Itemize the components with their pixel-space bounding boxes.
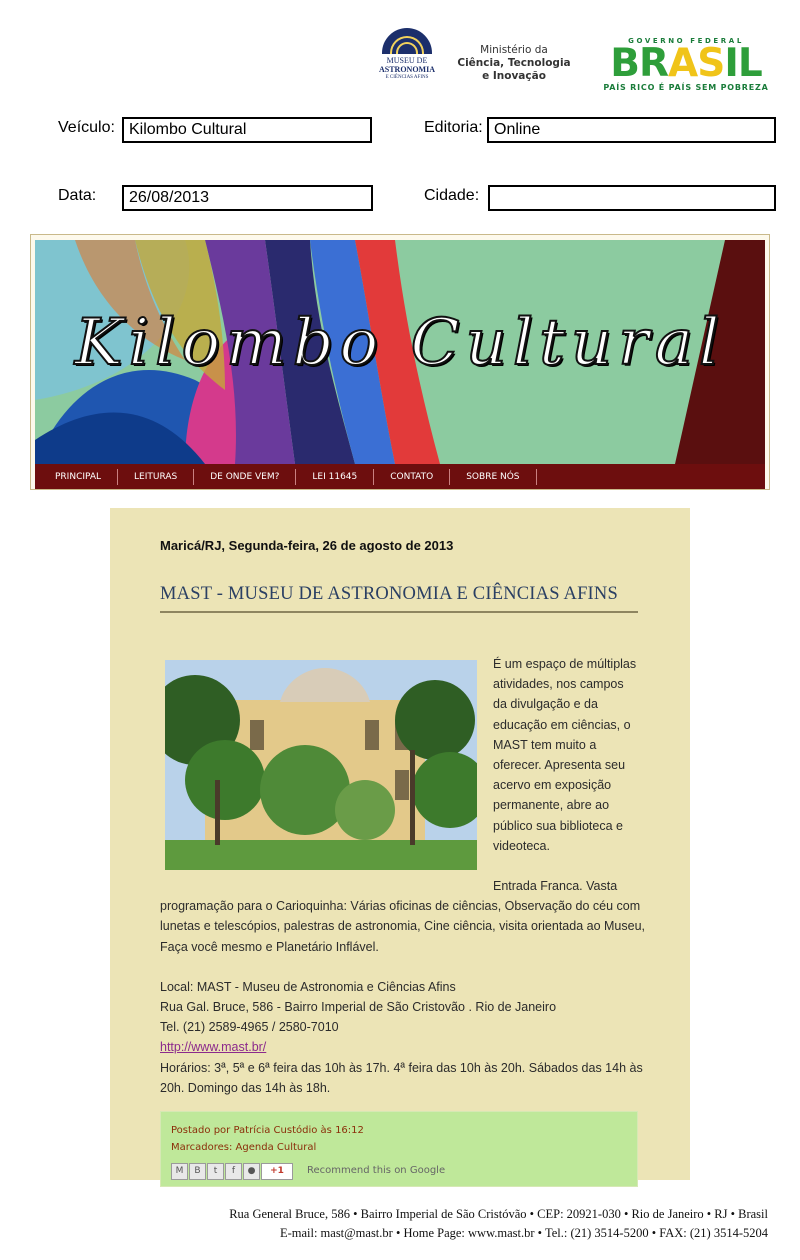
museu-logo-line3: E CIÊNCIAS AFINS	[385, 75, 429, 80]
brasil-wordmark: BRASIL	[610, 41, 762, 86]
museu-astronomia-logo	[376, 28, 438, 88]
facebook-share-icon[interactable]: f	[225, 1163, 242, 1180]
editoria-field[interactable]: Online	[487, 117, 776, 143]
gov-slogan: PAÍS RICO É PAÍS SEM POBREZA	[603, 83, 769, 92]
posted-by[interactable]: Postado por Patrícia Custódio às 16:12	[171, 1125, 364, 1136]
twitter-share-icon[interactable]: t	[207, 1163, 224, 1180]
observatory-dome-icon	[382, 28, 432, 54]
banner-artwork	[35, 240, 765, 464]
footer-address: Rua General Bruce, 586 • Bairro Imperial de São Cristóvão • CEP: 20921-030 • Rio de Janeiro • RJ • Brasil	[229, 1207, 768, 1221]
museu-logo-line1: MUSEU DE	[386, 56, 428, 65]
phone-line: Tel. (21) 2589-4965 / 2580-7010	[160, 1020, 339, 1035]
museum-building-image	[165, 660, 477, 870]
gov-top-text: GOVERNO FEDERAL	[628, 37, 744, 45]
page-footer	[60, 1205, 768, 1243]
editoria-label: Editoria:	[424, 119, 483, 136]
nav-item-de-onde-vem[interactable]: DE ONDE VEM?	[194, 469, 296, 485]
entrada-paragraph: Entrada Franca. Vasta programação para o Carioquinha: Várias oficinas de ciências, Observação do céu com lunetas e telescópios, palestras de astronomia, Cine ciência, visita orientada ao Museu, Faça você mesmo e Planetário Inflável.	[160, 879, 645, 954]
nav-item-contato[interactable]: CONTATO	[374, 469, 450, 485]
address-line: Rua Gal. Bruce, 586 - Bairro Imperial de São Cristovão . Rio de Janeiro	[160, 1000, 557, 1015]
post-date: Maricá/RJ, Segunda-feira, 26 de agosto de 2013	[160, 538, 454, 553]
data-label: Data:	[58, 187, 97, 204]
ministry-line3: e Inovação	[482, 70, 546, 82]
nav-item-principal[interactable]: PRINCIPAL	[35, 469, 118, 485]
post-footer	[160, 1111, 638, 1187]
recommend-text: Recommend this on Google	[307, 1165, 446, 1176]
cidade-field[interactable]	[488, 185, 776, 211]
museum-photo	[165, 660, 477, 870]
blog-post	[110, 508, 690, 1180]
share-buttons	[171, 1163, 293, 1180]
title-divider	[160, 611, 638, 613]
ministry-line2: Ciência, Tecnologia	[457, 57, 571, 69]
mast-link[interactable]: http://www.mast.br/	[160, 1040, 267, 1055]
local-line: Local: MAST - Museu de Astronomia e Ciências Afins	[160, 979, 456, 994]
footer-contact: E-mail: mast@mast.br • Home Page: www.mast.br • Tel.: (21) 3514-5200 • FAX: (21) 3514-5204	[279, 1226, 768, 1240]
blog-title: Kilombo Cultural	[74, 306, 726, 380]
post-labels[interactable]: Marcadores: Agenda Cultural	[171, 1142, 317, 1153]
pinterest-share-icon[interactable]: ●	[243, 1163, 260, 1180]
blog-nav	[35, 464, 765, 489]
veiculo-label: Veículo:	[58, 119, 115, 136]
museu-logo-line2: ASTRONOMIA	[378, 65, 435, 74]
hours-line: Horários: 3ª, 5ª e 6ª feira das 10h às 17h. 4ª feira das 10h às 20h. Sábados das 14h às 20h. Domingo das 14h às 18h.	[160, 1060, 643, 1095]
intro-text: É um espaço de múltiplas atividades, nos campos da divulgação e da educação em ciências, o MAST tem muito a oferecer. Apresenta seu acervo em exposição permanente, abre ao público sua biblioteca e videoteca.	[493, 657, 637, 853]
cidade-label: Cidade:	[424, 187, 480, 204]
ministry-line1: Ministério da	[480, 44, 548, 56]
data-field[interactable]: 26/08/2013	[122, 185, 373, 211]
email-share-icon[interactable]: M	[171, 1163, 188, 1180]
google-plus-button[interactable]: +1	[261, 1163, 293, 1180]
veiculo-field[interactable]: Kilombo Cultural	[122, 117, 372, 143]
governo-federal-logo	[600, 36, 772, 92]
post-body	[160, 876, 650, 1098]
blog-banner	[30, 234, 770, 490]
blogger-share-icon[interactable]: B	[189, 1163, 206, 1180]
ministry-logo	[452, 44, 576, 83]
nav-item-leituras[interactable]: LEITURAS	[118, 469, 194, 485]
post-title[interactable]: MAST - MUSEU DE ASTRONOMIA E CIÊNCIAS AFINS	[160, 584, 618, 604]
nav-item-sobre-nos[interactable]: SOBRE NÓS	[450, 469, 536, 485]
nav-item-lei-11645[interactable]: LEI 11645	[296, 469, 374, 485]
